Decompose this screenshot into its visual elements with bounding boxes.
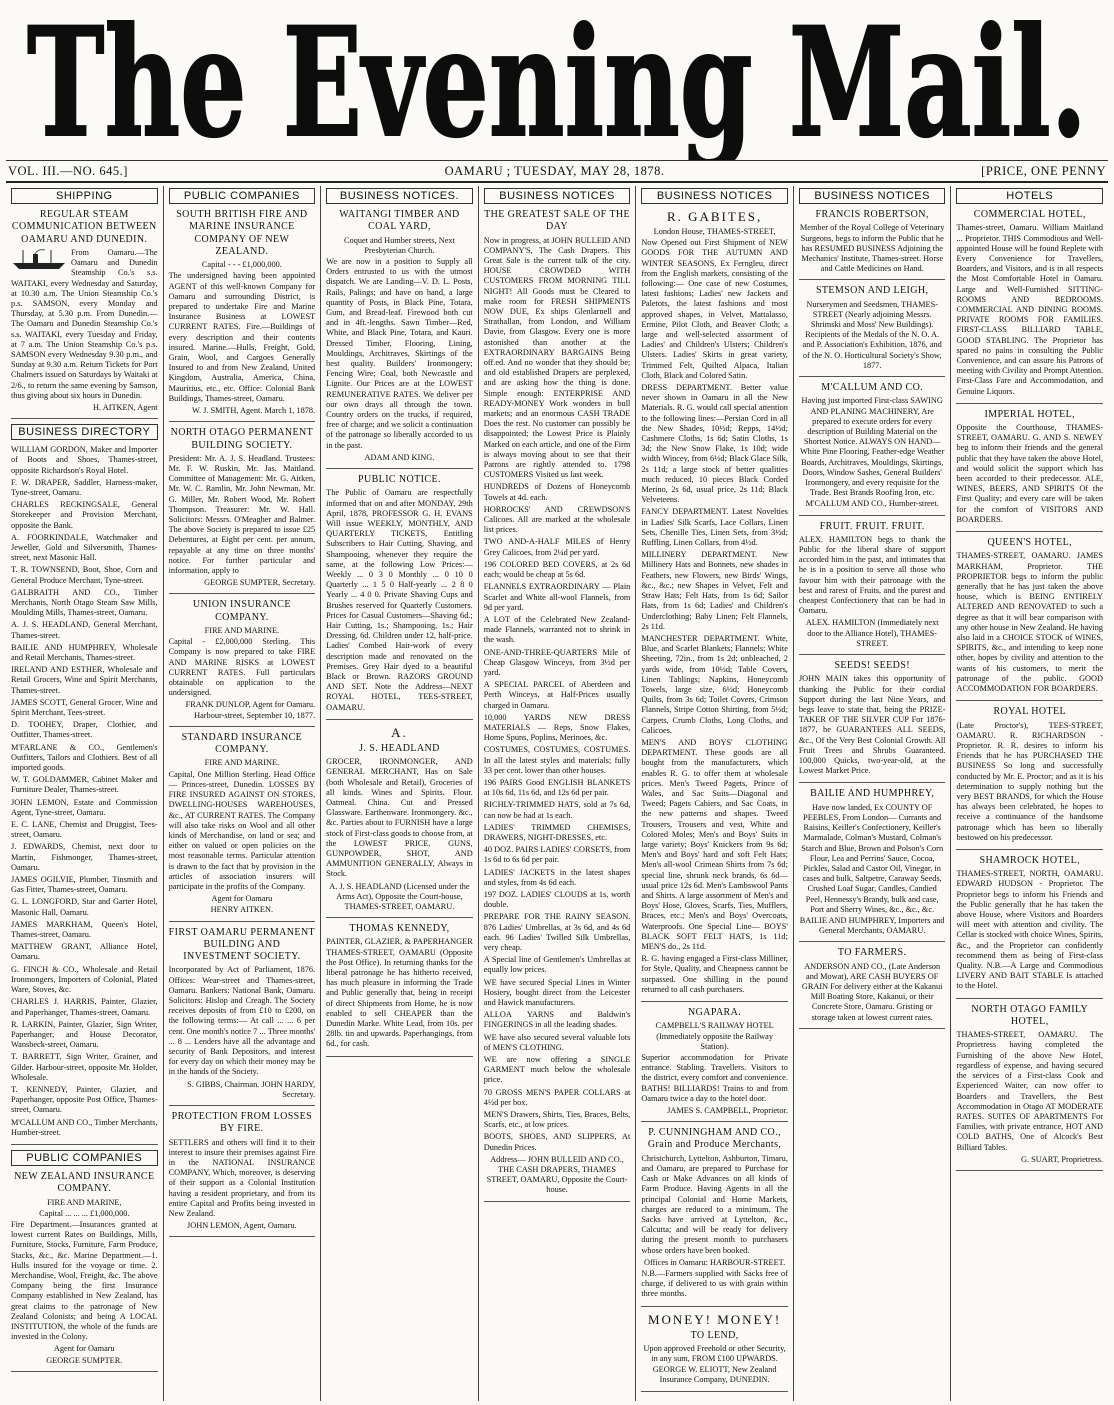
sale-item: TWO AND-A-HALF MILES of Henry Grey Calicoes, from 2¼d per yard. xyxy=(483,537,631,557)
directory-entry: T. R. TOWNSEND, Boot, Shoe, Corn and General Produce Merchant, Tyne-street. xyxy=(11,565,158,585)
ad-body: Have now landed, Ex COUNTY OF PEEBLES, From London— Currants and Raisins, Keiller's Confectionery, Keiller's Marmalade, Colman's Mustard, Colman's Starch and Blue, Brown and Polson's Corn Flour, Lea and Perrins' Sauce, Cocoa, Pickles, Salad and Castor Oil, Vinegar, in cases and bulk, Saltpetre, Caraway Seeds, Crushed Loaf Sugar, Candles, Candied Peel, Hennessy's Brandy, bulk and case, Port and Sherry Wines, &c., &c., &c. xyxy=(801,802,944,914)
sale-item: ONE-AND-THREE-QUARTERS Mile of Cheap Glasgow Winceys, from 3½d per yard. xyxy=(483,647,631,677)
north-otago-family-hotel-ad xyxy=(956,1004,1103,1171)
department-item: DRESS DEPARTMENT. Better value never shown in Oamaru in all the New Materials. R. G. would call special attention to the following lines:—Persian Cord in all the New Shades, 10½d; Repps, 14½d; Cashmere Cloths, 1s 6d; Satin Cloths, 1s 3d; the New Snow Flake, 1s 10d; wide width Wincey, from 6½d; Black Glace Silk, 2s 11d; a large stock of better qualities much reduced, 10 pieces Black Corded Merino, 2s 6d, usual price, 2s 11d; Black Velveteens. xyxy=(641,383,788,505)
ad-title: THOMAS KENNEDY, xyxy=(349,923,450,935)
ad-title: P. CUNNINGHAM AND CO., Grain and Produce Merchants, xyxy=(647,1127,782,1151)
ad-signature: HENRY AITKEN. xyxy=(210,905,274,915)
directory-entry: T. KENNEDY, Painter, Glazier, and Paperhanger, opposite Post Office, Thames-street, Oamaru. xyxy=(11,1084,158,1115)
column-4 xyxy=(479,186,637,1401)
column-7 xyxy=(951,186,1108,1401)
sale-item: COSTUMES, COSTUMES, COSTUMES. In all the latest styles and materials; fully 33 per cent. lower than other houses. xyxy=(483,745,631,775)
ad-body: Upon approved Freehold or other Security, in any sum, FROM £100 UPWARDS. xyxy=(643,1343,786,1364)
ad-body: Capital - £2,000,000 Sterling. This Company is now prepared to take FIRE AND MARINE RISKS at LOWEST CURRENT RATES. Full particulars obtainable on application to the undersigned. xyxy=(168,637,316,698)
sale-item: RICHLY-TRIMMED HATS, sold at 7s 6d, can now be had at 1s each. xyxy=(483,800,631,820)
sale-item: A Special line of Gentlemen's Umbrellas at equally low prices. xyxy=(483,955,631,975)
ad-signature: ALEX. HAMILTON (Immediately next door to the Alliance Hotel), THAMES-STREET. xyxy=(805,618,939,648)
sale-item: A SPECIAL PARCEL of Aberdeen and Perth Winceys, at Half-Prices usually charged in Oamaru. xyxy=(483,680,631,710)
ad-subtitle: TO LEND, xyxy=(690,1329,739,1341)
sale-item: HORROCKS' AND CREWDSON'S Calicoes. All are marked at the wholesale list prices. xyxy=(483,504,631,535)
ad-title: SHAMROCK HOTEL, xyxy=(979,854,1080,866)
section-header-hotels: HOTELS xyxy=(956,188,1103,204)
sale-item: 10,000 YARDS NEW DRESS MATERIALS — Reps, Snow Flakes, Home Spuns, Poplins, Merinoes, &c. xyxy=(483,712,631,743)
ad-subtitle: London House, THAMES-STREET, xyxy=(653,226,776,236)
bailie-humphrey-ad xyxy=(799,788,946,942)
ad-title: BAILIE AND HUMPHREY, xyxy=(810,788,935,800)
ad-title: J. S. HEADLAND xyxy=(359,742,440,754)
ad-body: Superior accommodation for Private entrance. Stabling. Travellers. Visitors to the district, every comfort and convenience. BATHS! BILLIARDS! Trains to and from Oamaru twice a day to the hotel door. xyxy=(641,1052,788,1103)
royal-hotel-ad xyxy=(956,706,1103,850)
ad-title: ROYAL HOTEL xyxy=(993,706,1067,718)
section-header-public-companies: PUBLIC COMPANIES xyxy=(169,188,316,204)
shipping-notice xyxy=(11,209,158,419)
ad-subtitle: FIRE AND MARINE, xyxy=(47,1197,122,1207)
ad-title: FRUIT. FRUIT. FRUIT. xyxy=(819,520,925,532)
ad-body: Now in progress, at JOHN BULLEID AND COMPANY'S, The Cash Drapers. This Great Sale is the current talk of the city. HOUSE CROWDED WITH CUSTOMERS FROM MORNING TILL NIGHT! All Goods must be Cleared to make room for FRESH SHIPMENTS NOW DUE, Ex ships Glenlarnell and Strathallan, from London, and William Davie, from Glasgow. Every one is more astonished than another at the EXTRAORDINARY BARGAINS Being off.ed. And no wonder that they should be; and old established Drapers are perplexed, and are asking how the thing is done. Simple enough: ENTERPRISE AND READY-MONEY Work wonders in bull markets; and an enormous CASH TRADE Does the rest. No customer can possibly be disappointed; the Lowest Price is Plainly Marked on each article, and one of the Firm is always moving about to see that their Patrons are rightly attended to. 1798 CUSTOMERS Visited us last week. xyxy=(483,235,631,480)
ad-signature: FRANK DUNLOP, Agent for Oamaru. Harbour-street, September 10, 1877. xyxy=(185,700,316,720)
ad-subtitle: FIRE AND MARINE. xyxy=(204,626,280,636)
shamrock-hotel-ad xyxy=(956,855,1103,999)
column-6 xyxy=(794,186,952,1401)
steamship-icon xyxy=(11,248,67,270)
ad-body: ANDERSON AND CO., (Late Anderson and Mowat), ARE CASH BUYERS OF GRAIN For delivery either at the Kakanui Mill Boating Store, Kakanui, or their Concrete Store, Oamaru. Gristing or storage taken at lowest current rates. xyxy=(801,961,943,1022)
sale-item: ALLOA YARNS and Baldwin's FINGERINGS in all the leading shades. xyxy=(483,1010,631,1030)
ad-body: Christchurch, Lyttelton, Ashburton, Timaru, and Oamaru, are prepared to Purchase for Cash or Make Advances on all kinds of Farm Produce. Having Agents in all the principal Colonial and Home Markets, charges are reduced to a minimum. The Sacks have arrived at Lyttelton, &c., Calcutta; and will be ready for delivery during the present month to purchasers whose orders have been booked. xyxy=(641,1153,788,1255)
column-1 xyxy=(6,186,164,1401)
commercial-hotel-ad xyxy=(956,209,1103,404)
sale-item: 197 DOZ. LADIES' CLOUDS at 1s, worth double. xyxy=(483,889,631,910)
ad-body: PAINTER, GLAZIER, & PAPERHANGER THAMES-STREET, OAMARU (Opposite the Post Office). In returning thanks for the liberal patronage he has hitherto received, has much pleasure in informing the Trade and Public generally that, being in receipt of direct Shipments from Home, he is now enabled to sell CHEAPER than the Dunedin Marke. White Lead, from 10s. per 28lb. tin and upwards. Paperhangings, from 6d., for cash. xyxy=(326,937,473,1049)
ad-body: The Public of Oamaru are respectfully informed that on and after MONDAY, 29th April, 1878, PROFESSOR G. H. EVANS Will issue WEEKLY, MONTHLY, AND QUARTERLY TICKETS, Entitling Subscribers to Hair Cutting, Shaving, and Shampooing, whenever they require the same, at the following Low Prices:— Weekly ... 0 3 0 Monthly ... 0 10 0 Quarterly ... 1 5 0 Half-yearly ... 2 8 0 Yearly ... 4 0 0. Private Shaving Cups and Brushes reserved for Quarterly Customers. Prices for Casual Customers—Shaving 6d.; Hair Cutting, 1s.; Shampooing, 1s.; Hair Dressing, 6d. Children under 12, half-price. Ladies' Combed Hair-work of every description made and renovated on the Premises. Grey Hair dyed to a beautiful Black or Brown. RAZORS GROUND AND SET. Note the Address—NEXT ROYAL HOTEL, TEES-STREET, OAMARU. xyxy=(326,488,473,712)
masthead-title: The Evening Mail. xyxy=(27,0,1087,160)
directory-entry: T. BARRETT, Sign Writer, Grainer, and Gilder. Harbour-street, opposite Mr. Holder, Wholesale. xyxy=(11,1052,158,1082)
sale-item: 70 GROSS MEN'S PAPER COLLARS at 4½d per box. xyxy=(483,1087,631,1107)
imperial-hotel-ad xyxy=(956,409,1103,532)
cunningham-ad xyxy=(641,1127,788,1306)
sale-item: LADIES' TRIMMED CHEMISES, DRAWERS, NIGHT-DRESSES, etc. xyxy=(483,822,631,842)
ad-signature: G. SUART, Proprietress. xyxy=(1020,1154,1104,1164)
department-item: MANCHESTER DEPARTMENT. White, Blue, and Scarlet Blankets; Flannels; White Sheeting, 72in., from 1s 2d; unbleached, 2 yards wide, from 10½d; Table Covers, Linen Tablings; Napkins, Honeycomb Towels, large size, 6½d; Honeycomb Quilts, from 3s 6d; Toilet Covers, Crimson Flannels, Stripe Cotton Shirting, from 5½d; Carpets, Crumb Cloths, Long Cloths, and Calicoes. xyxy=(641,633,788,735)
masthead-title-graphic xyxy=(0,0,1114,160)
standard-insurance-ad xyxy=(169,732,316,922)
ad-title: NORTH OTAGO PERMANENT BUILDING SOCIETY. xyxy=(170,427,314,451)
ad-body: Now Opened out First Shipment of NEW GOODS FOR THE AUTUMN AND WINTER SEASONS, Ex Ferngleu, direct from the English markets, consisting of the following:— One case of new Costumes, latest fashions; Ladies' new Jackets and Paletots, the latest fashions and most approved shapes, in Velvet, Mattalasso, Ermine, Pilot Cloth, and Beaver Cloth; a large and well-selected assortment of Ladies' and Children's Ulsters; Children's Ulsters. Ladies' Skirts in great variety, Trimmed Felt, Quilted Alpaca, Italian Cloth, Black and Colored Satin. xyxy=(641,238,788,380)
ad-body: (Late Proctor's), TEES-STREET, OAMARU. R. RICHARDSON - Proprietor. R. R. desires to inform his Friends that he has PURCHASED THE BUSINESS So long and successfully conducted by Mr. E. Proctor; and as it is his determination to supply nothing but the very BEST BRANDS, for which the House has always been celebrated, he hopes to receive a continuance of the handsome patronage which has been so liberally bestowed on his predecessor. xyxy=(956,720,1104,842)
ad-signature: H. AITKEN, Agent xyxy=(93,402,158,412)
ad-signature: BAILIE AND HUMPHREY, Importers and General Merchants, OAMARU. xyxy=(799,915,945,936)
ad-body: Having just imported First-class SAWING AND PLANING MACHINERY, Are prepared to execute orders for every description of Building Material on the Shortest Notice. ALWAYS ON HAND— White Pine Flooring, Feather-edge Weather Boards, Architraves, Mouldings, Skirtings, Doors, Window Sashes, General Builders' Ironmongery, and every requisite for the Trade. Best Brands Roofing Iron, etc. xyxy=(799,396,945,498)
sale-item: HUNDREDS of Dozens of Honeycomb Towels at 4d. each. xyxy=(483,482,631,502)
department-item: MILLINERY DEPARTMENT. New Millinery Hats and Bonnets, new shades in Feathers, new Flowers, new Birds' Wings, &c., &c.; new Shapes in Velvet, Felt and Straw Hats; Felt Hats, from 1s 6d; Sailor Hats, from 1s 6d; Ladies' and Children's Underclothing; Baby Linen; Felt Flannels, 2s 11d. xyxy=(641,550,788,631)
department-item: FANCY DEPARTMENT. Latest Novelties in Ladies' Silk Scarfs, Lace Collars, Linen Sets, Chenille Ties, Linen Sets, from 3½d; Ruffling, Linen Collars, from 4½d. xyxy=(641,507,788,548)
ad-title: R. GABITES, xyxy=(666,209,763,224)
ad-body: THAMES-STREET, NORTH, OAMARU. EDWARD HUDSON - Proprietor. The Proprietor begs to inform his Friends and the Public generally that he has taken the above House, where Visitors and Boarders will meet with attention and civility. The Cellar is stocked with choice Wines, Spirits, &c., and the Proprietor can confidently recommend them as being of First-class Quality. N.B.—A Large and Commodious LIVERY AND BAIT STABLE Is attached to the Hotel. xyxy=(956,869,1104,991)
ad-title: NORTH OTAGO FAMILY HOTEL, xyxy=(971,1003,1089,1027)
column-2 xyxy=(164,186,322,1401)
directory-entry: JOHN LEMON, Estate and Commission Agent, Tyne-street, Oamaru. xyxy=(11,797,158,817)
sale-item: 40 DOZ. PAIRS LADIES' CORSETS, from 1s 6d to 6s 6d per pair. xyxy=(483,845,631,865)
ad-body: Thames-street, Oamaru. William Maitland ... Proprietor. THIS Commodious and Well-appointed House will be found Replete with Every Convenience for Travellers, Boarders, and Visitors, and is in all respects the Most Comfortable Hotel in Oamaru. Large and Well-Furnished SITTING-ROOMS AND BEDROOMS. COMMERCIAL AND DINING ROOMS. PRIVATE ROOMS FOR FAMILIES. FIRST-CLASS BILLIARD TABLE, GOOD STABLING. The Proprietor has spared no pains in consulting the Public Convenience, and can assure his Patrons of meeting with Civility and Prompt Attention. First-Class Fare and Accommodation, and Genuine Liquors. xyxy=(956,223,1104,396)
directory-entry: BAILIE AND HUMPHREY, Wholesale and Retail Merchants, Thames-street. xyxy=(11,642,158,662)
union-insurance-ad xyxy=(169,599,316,726)
ad-title: SEEDS! SEEDS! xyxy=(834,660,910,672)
directory-entry: W. T. GOLDAMMER, Cabinet Maker and Furniture Dealer, Thames-street. xyxy=(11,775,158,795)
ad-body: We are now in a position to Supply all Orders entrusted to us with the utmost dispatch. We are Landing—V. D. L. Posts, Rails, Palings; and have on hand, a large quantity of Posts, in Black Pine, Totara, Gum, and Bread-leaf. Firewood both cut and in 4ft.-lengths. Sawn Timber—Red, White, and Black Pine, Totara, and Kauri. Dressed Timber, Flooring, Lining, Mouldings, Architraves, Skirtings of the best quality. Builders' Ironmongery; Fencing Wire; Coal, both Newcastle and Lignite. Our Prices are at the LOWEST REMUNERATIVE RATES. We deliver per our own drays all through the town. Country orders on the trucks, if required, free of charge; and we solicit a continuation of the patronage so liberally accorded to us in the past. xyxy=(326,257,473,450)
building-society-ad xyxy=(169,427,316,594)
sale-item: MEN'S Drawers, Shirts, Ties, Braces, Belts, Scarfs, etc., at low prices. xyxy=(483,1110,631,1130)
ad-signature: Offices in Oamaru: HARBOUR-STREET. xyxy=(644,1257,786,1267)
stemson-leigh-ad xyxy=(799,285,946,377)
ad-title: FIRST OAMARU PERMANENT BUILDING AND INVESTMENT SOCIETY. xyxy=(168,926,316,963)
ad-note: N.B.—Farmers supplied with Sacks free of charge, if delivered to us with grain within three months. xyxy=(641,1268,788,1299)
directory-entry: M'FARLANE & CO., Gentlemen's Outfitters, Tailors and Clothiers. Best of all imported goods. xyxy=(11,742,158,773)
ad-title: COMMERCIAL HOTEL, xyxy=(973,209,1086,220)
department-item: R. G. having engaged a First-class Milliner, for Style, Quality, and Cheapness cannot be surpassed. One shilling in the pound returned to all cash purchasers. xyxy=(641,954,788,994)
money-to-lend-ad xyxy=(641,1312,788,1392)
ad-title: PROTECTION FROM LOSSES BY FIRE. xyxy=(171,1111,313,1135)
columns xyxy=(6,186,1108,1401)
directory-entry: J. EDWARDS, Chemist, next door to Martin, Fishmonger, Thames-street, Oamaru. xyxy=(11,842,158,872)
directory-entry: A. FOORKINDALE, Watchmaker and Jeweller, Gold and Silversmith, Thames-street, next Masonic Hall. xyxy=(11,532,158,563)
ad-body: Opposite the Courthouse, THAMES-STREET, OAMARU. G. AND S. NEWEY beg to inform their friends and the general public that they have taken the above Hotel, and would solicit the support which has been accorded to their predecessor. ALE, WINES, BEERS, AND SPIRITS Of the First Quality; and every care will be taken for the comfort of VISITORS AND BOARDERS. xyxy=(956,423,1104,524)
robertson-ad xyxy=(799,209,946,280)
hamilton-fruit-ad xyxy=(799,521,946,656)
ad-title: REGULAR STEAM COMMUNICATION BETWEEN OAMARU AND DUNEDIN. xyxy=(11,209,157,245)
sale-item: 196 COLORED BED COVERS, at 2s 6d each; would be cheap at 5s 6d. xyxy=(483,559,631,580)
ad-capital: Capital ... ... ... £1,000,000. xyxy=(39,1208,130,1218)
ad-body: THAMES-STREET, OAMARU. The Proprietress having completed the Furnishing of the above New Hotel, regardless of expense, and having secured the services of a First-class Cook and Experienced Waiter, can now offer to Boarders and Travellers, the Best Accommodation in Otago AT MODERATE RATES. SUITES OF APARTMENTS For Families, with private entrance, HOT AND COLD BATHS, One of Alcock's Best Billiard Tables. xyxy=(956,1030,1104,1152)
public-notice-ad xyxy=(326,474,473,720)
ad-body: President: Mr. A. J. S. Headland. Trustees: Mr. F. W. Ruskin, Mr. Jas. Maitland. Committee of Management: Mr. G. Aitken, Mr. W. C. Ramlin, Mr. John Newman, Mr. G. Miller, Mr. Robert Wood, Mr. Robert Thompson. Treasurer: Mr. W. Hall. Solicitors: Messrs. O'Meagher and Balmer. The above Society is prepared to issue £25 Debentures, at Eight per cent. per annum, repayable at any time on three months' notice. For further particular and information, apply to xyxy=(168,453,316,576)
kennedy-painter-ad xyxy=(326,923,473,1057)
directory-entry: D. TOOHEY, Draper, Clothier, and Outfitter, Thames-street. xyxy=(11,720,158,740)
seeds-ad xyxy=(799,660,946,783)
directory-entry: GALBRAITH AND CO., Timber Merchants, North Otago Steam Saw Mills, Moulding Mills, Thames-street, Oamaru. xyxy=(11,587,158,618)
ad-subtitle: Coquet and Humber streets, Next Presbyterian Church. xyxy=(344,235,455,255)
directory-entry: A. J. S. HEADLAND, General Merchant, Thames-street. xyxy=(11,620,158,640)
section-header-business-notices: BUSINESS NOTICES. xyxy=(326,188,473,204)
ad-title: NGAPARA. xyxy=(688,1007,742,1019)
ad-title: M'CALLUM AND CO. xyxy=(821,382,924,394)
ad-title: STANDARD INSURANCE COMPANY. xyxy=(181,731,303,756)
ad-title: UNION INSURANCE COMPANY. xyxy=(192,599,291,623)
ad-body: Member of the Royal College of Veterinary Surgeons, begs to inform the Public that he has RESUMED BUSINESS Adjoining the Mechanics' Institute, Thames-street. Horse and Cattle Medicines on Hand. xyxy=(799,223,945,274)
ad-signature: JOHN LEMON, Agent, Oamaru. xyxy=(187,1221,297,1231)
directory-entry: E. C. LANE, Chemist and Druggist, Tees-street, Oamaru. xyxy=(11,820,158,840)
section-header-directory: BUSINESS DIRECTORY xyxy=(11,424,158,440)
directory-entry: CHARLES J. HARRIS, Painter, Glazier, and Paperhanger, Thames-street, Oamaru. xyxy=(11,997,158,1017)
masthead xyxy=(0,0,1114,160)
directory-entry: M'CALLUM AND CO., Timber Merchants, Humber-street. xyxy=(11,1117,158,1137)
ad-initial: A. xyxy=(391,724,408,740)
ad-signature: M'CALLUM AND CO., Humber-street. xyxy=(805,499,939,509)
column-5 xyxy=(636,186,794,1401)
directory-entry: G. L. LONGFORD, Star and Garter Hotel, Masonic Hall, Oamaru. xyxy=(11,897,158,917)
mccallum-ad xyxy=(799,382,946,516)
directory-entry: JAMES OGILVIE, Plumber, Tinsmith and Gas Fitter, Thames-street, Oamaru. xyxy=(11,875,158,895)
ad-body: GROCER, IRONMONGER, AND GENERAL MERCHANT, Has on Sale (both Wholesale and Retail), Groceries of all kinds. Wines and Spirits. Flour. Oatmeal. China. Cut and Pressed Glassware. Earthenware. Ironmongery. &c., &c. Parties about to FURNISH have a large stock of First-class goods to choose from, at the LOWEST PRICE. GUNS, GUNPOWDER, SHOT, AND AMMUNITION GENERALLY, Always in Stock. xyxy=(326,757,473,879)
section-header-business-notices: BUSINESS NOTICES xyxy=(799,188,946,204)
ad-body: Nurserymen and Seedsmen, THAMES-STREET (Nearly adjoining Messrs. Shrimski and Moss' New Buildings). Recipients of the Medals of the N. O. A. and P. Association's Exhibition, 1876, and of the N. O. Horticultural Society's Show, 1877. xyxy=(802,299,942,370)
ad-signature: S. GIBBS, Chairman. JOHN HARDY, Secretary. xyxy=(187,1079,316,1099)
ad-subtitle: CAMPBELL'S RAILWAY HOTEL (Immediately opposite the Railway Station). xyxy=(655,1021,774,1051)
ad-body: The undersigned having been appointed AGENT of this well-known Company for Oamaru and surrounding District, is prepared to undertake Fire and Marine Insurance Business at LOWEST CURRENT RATES. Fire.—Buildings of every description and their contents insured. Marine.—Hulls, Freight, Gold, Grain, Wool, and Cargoes Generally Insured to and from New Zealand, United Kingdom, Australia, America, China, Mauritius, etc., etc. Office: Colonial Bank Buildings, Thames-street, Oamaru. xyxy=(168,271,316,403)
sale-item: FLANNELS EXTRAORDINARY — Plain Scarlet and White all-wool Flannels, from 9d per yard. xyxy=(483,582,631,612)
ad-title: FRANCIS ROBERTSON, xyxy=(815,209,929,220)
gabites-ad xyxy=(641,209,788,1002)
issue-date: OAMARU ; TUESDAY, MAY 28, 1878. xyxy=(444,163,665,178)
ad-body: ALEX. HAMILTON begs to thank the Public for the liberal share of support accorded him in the past, and intimates that he is in a position to serve all those who favour him with their patronage with the best and rarest of Fruits, and the purest and cheapest Confectionery that can be had in Oamaru. xyxy=(798,534,946,616)
ad-body: JOHN MAIN takes this opportunity of thanking the Public for their cordial Support during the last Nine Years, and begs leave to state that, being the PRIZE-TAKER OF THE SILVER CUP For 1876-1877, he GUARANTEES ALL SEEDS, &c., Of the Very Best Colonial Growth. All Fruit Trees and Shrubs Guaranteed. 100,000 Quicks, two-year-old, at the Lowest Market Price. xyxy=(798,674,946,776)
ad-title: THE GREATEST SALE OF THE DAY xyxy=(484,209,630,233)
ad-title: STEMSON AND LEIGH, xyxy=(815,285,929,297)
to-farmers-ad xyxy=(799,947,946,1029)
ad-capital: Capital - - - £1,000,000. xyxy=(201,260,282,270)
business-directory xyxy=(11,445,158,1145)
directory-entry: CHARLES RECKINGSALE, General Storekeeper and Provision Merchant, opposite the Bank. xyxy=(11,500,158,530)
ad-signature: JAMES S. CAMPBELL, Proprietor. xyxy=(667,1105,788,1115)
directory-entry: IRELAND AND ESTHER, Wholesale and Retail Grocers, Wine and Spirit Merchants, Thames-street. xyxy=(11,665,158,695)
ad-body: Capital, One Million Sterling. Head Office — Princes-street, Dunedin. LOSSES BY FIRE INSURED AGAINST ON STORES, DWELLING-HOUSES WAREHOUSES, &c., AT CURRENT RATES. The Company will also take risks on Wool and all other kinds of Merchandise, on land or sea; and either on valued or open policies on the most reasonable terms. Particular attention is drawn to the fact that by provision in the articles of association insurers will participate in the profits of the Company. xyxy=(168,769,316,891)
directory-entry: JAMES SCOTT, General Grocer, Wine and Spirit Merchant, Tees-street. xyxy=(11,697,158,718)
directory-entry: G. FINCH & CO., Wholesale and Retail Ironmongers, Importers of Colonial, Plated Ware, Stoves, &c. xyxy=(11,964,158,995)
ad-agent: Agent for Oamaru xyxy=(53,1344,115,1354)
ad-body: THAMES-STREET, OAMARU. JAMES MARKHAM, Proprietor. THE PROPRIETOR begs to inform the public generally that he has just taken the above house, which is BEING ENTIRELY ALTERED AND RENOVATED to such a degree as that it will bear comparison with any other house in New Zealand. He having also laid in a CHOICE STOCK of WINES, SPIRITS, &c., and intending to keep none other, hopes by civility and attention to the wants of his customers, to merit the patronage of the public. GOOD ACCOMMODATION FOR BOARDERS. xyxy=(956,551,1104,694)
fire-protection-ad xyxy=(169,1111,316,1237)
ad-title: PUBLIC NOTICE. xyxy=(358,474,441,486)
ad-signature: GEORGE SUMPTER. xyxy=(46,1355,123,1365)
ad-signature: ADAM AND KING. xyxy=(364,452,435,462)
sale-item: 196 PAIRS Good ENGLISH BLANKETS at 10s 6d, 11s 6d, and 12s 6d per pair. xyxy=(483,777,631,798)
ad-agent: Agent for Oamaru xyxy=(211,894,273,904)
ad-signature: GEORGE SUMPTER, Secretary. xyxy=(204,578,316,588)
sale-item: WE have secured Special Lines in Winter Hosiery, bought direct from the Leicester and Hawick manufacturers. xyxy=(483,977,631,1008)
ngapara-hotel-ad xyxy=(641,1007,788,1122)
sale-item: WE have also secured several valuable lots of MEN'S CLOTHING. xyxy=(483,1032,631,1052)
price: [PRICE, ONE PENNY xyxy=(981,163,1106,178)
dateline xyxy=(6,160,1108,183)
directory-entry: JAMES MARKHAM, Queen's Hotel, Thames-street, Oamaru. xyxy=(11,919,158,940)
volume-number: VOL. III.—NO. 645.] xyxy=(8,163,128,178)
ad-signature: GEORGE W. ELIOTT, New Zealand Insurance Company, DUNEDIN. xyxy=(652,1365,777,1385)
headland-ad xyxy=(326,725,473,918)
ad-title: QUEEN'S HOTEL, xyxy=(987,537,1073,549)
ad-subtitle: FIRE AND MARINE. xyxy=(204,758,280,768)
ad-signature: W. J. SMITH, Agent. March 1, 1878. xyxy=(191,406,316,416)
column-3 xyxy=(321,186,479,1401)
bulleid-sale-ad xyxy=(484,209,631,1202)
ad-title: TO FARMERS. xyxy=(837,947,907,959)
directory-entry: MATTHEW GRANT, Alliance Hotel, Oamaru. xyxy=(11,942,158,962)
ad-title: SOUTH BRITISH FIRE AND MARINE INSURANCE COMPANY OF NEW ZEALAND. xyxy=(176,209,308,257)
sale-item: A LOT of the Celebrated New Zealand-made Flannels, warranted not to shrink in the wash. xyxy=(483,614,631,645)
section-header-public-companies: PUBLIC COMPANIES xyxy=(11,1150,158,1166)
directory-entry: R. LARKIN, Painter, Glazier, Sign Writer, Paperhanger, and House Decorator, Wansbeck-street, Oamaru. xyxy=(11,1019,158,1050)
ad-body: From Oamaru.—The Oamaru and Dunedin Steamship Co.'s s.s. WAITAKI, every Wednesday and Saturday, at 10.30 a.m. The Union Steamship Co.'s p.s. SAMSON, every Monday and Thursday, at 5.30 p.m. From Dunedin.—The Oamaru and Dunedin Steamship Co.'s s.s. WAITAKI, every Tuesday and Friday, at 7 a.m. The Union Steamship Co.'s p.s. SAMSON every Wednesday 9.30 p.m., and Sunday at 9.30 a.m. Return Tickets for Port Chalmers issued on Saturdays by Waitaki at 2/6., to return the same evening by Samson, thus giving about six hours in Dunedin. xyxy=(11,247,158,400)
ad-title: WAITANGI TIMBER AND COAL YARD, xyxy=(339,209,460,233)
department-item: MEN'S AND BOYS' CLOTHING DEPARTMENT. These goods are all bought from the manufacturers, which enables R. G. to offer them at wholesale prices. Men's Tweed Pagets, Prince of Wales, and Sac Suits—Diagonal and Tweed; Pagets Cahiers, and Sac Coats, in the new patterns and shapes. Tweed Trousers, Trousers and vest, White and Colored Moles; Men's and Boys' Suits in large variety; Boys' Knickers from 9s 6d; Men's and Boys' hard and soft Felt Hats; Men's all-wool Crimean Shirts from 7s 6d; special line, shrunk neck brands, 6s 6d—usual price 12s 6d. Men's Lambswool Pants and Shirts. A large assortment of Men's and Boys' Hose, Gloves, Scarfs, Ties, Mufflers, Braces, etc.; Men's and Boys' Overcoats, Waterproofs. One Special Line— BOYS' BLACK SOFT FELT HATS, 1s 11d; MEN'S do., 2s 11d. xyxy=(641,737,788,951)
nz-insurance-ad xyxy=(11,1171,158,1372)
ad-body: Fire Department.—Insurances granted at lowest current Rates on Buildings, Mills, Furniture, Stocks, Furniture, Farm Produce, Stacks, &c., &c. Marine Department.—1. Hulls insured for the voyage or time. 2. Merchandise, Wool, Freight, &c. The above Company being the first Insurance Company established in New Zealand, has great claims to the patronage of New Zealand Colonists; and being A LOCAL INSTITUTION, the whole of the funds are invested in the Colony. xyxy=(11,1219,158,1342)
section-header-business-notices: BUSINESS NOTICES xyxy=(484,188,631,204)
ad-body: Incorporated by Act of Parliament, 1876. Offices: Wear-street and Thames-street, Oamaru. Bankers: National Bank, Oamaru. Solicitors: Hislop and Creagh. The Society receives deposits of from £10 to £200, on the following terms:— At call ... ... 6 per cent. One month's notice 7 ... Three months' ... 8 ... Lenders have all the advantage and security of Bank Depositors, and interest for every day on which their money may be in the hands of the Society. xyxy=(168,965,316,1077)
section-header-shipping: SHIPPING xyxy=(11,188,158,204)
ad-body: SETTLERS and others will find it to their interest to insure their premises against Fire in the NATIONAL INSURANCE COMPANY, Which, moreover, is deserving of their support as a Colonial Institution having a resident proprietary, and from its entire Capital and Profits being invested in New Zealand. xyxy=(168,1137,316,1219)
section-header-business-notices: BUSINESS NOTICES xyxy=(641,188,788,204)
sale-item: PREPARE FOR THE RAINY SEASON. 876 Ladies' Umbrellas, at 3s 6d, and 4s 6d each. 96 Ladies' Twilled Silk Umbrellas, very cheap. xyxy=(483,912,631,952)
waitangi-timber-ad xyxy=(326,209,473,469)
ad-title: IMPERIAL HOTEL, xyxy=(984,408,1076,420)
ad-title: MONEY! MONEY! xyxy=(647,1311,782,1327)
directory-entry: F. W. DRAPER, Saddler, Harness-maker, Tyne-street, Oamaru. xyxy=(11,477,158,497)
first-oamaru-society-ad xyxy=(169,927,316,1107)
sale-item: BOOTS, SHOES, AND SLIPPERS, At Dunedin Prices. xyxy=(483,1132,631,1152)
sale-item: WE are now offering a SINGLE GARMENT much below the wholesale price. xyxy=(483,1055,631,1085)
queens-hotel-ad xyxy=(956,537,1103,701)
sale-item: LADIES' JACKETS in the latest shapes and styles, from 4s 6d each. xyxy=(483,867,631,887)
south-british-insurance-ad xyxy=(169,209,316,422)
ad-signature: A. J. S. HEADLAND (Licensed under the Arms Act), Opposite the Court-house, THAMES-STREET, OAMARU. xyxy=(329,881,470,911)
directory-entry: WILLIAM GORDON, Maker and Importer of Boots and Shoes, Thames-street, opposite Richardson's Royal Hotel. xyxy=(11,445,158,475)
ad-signature: Address— JOHN BULLEID AND CO., THE CASH DRAPERS, THAMES STREET, OAMARU, Opposite the Court-house. xyxy=(486,1154,628,1195)
ad-title: NEW ZEALAND INSURANCE COMPANY. xyxy=(14,1170,155,1195)
